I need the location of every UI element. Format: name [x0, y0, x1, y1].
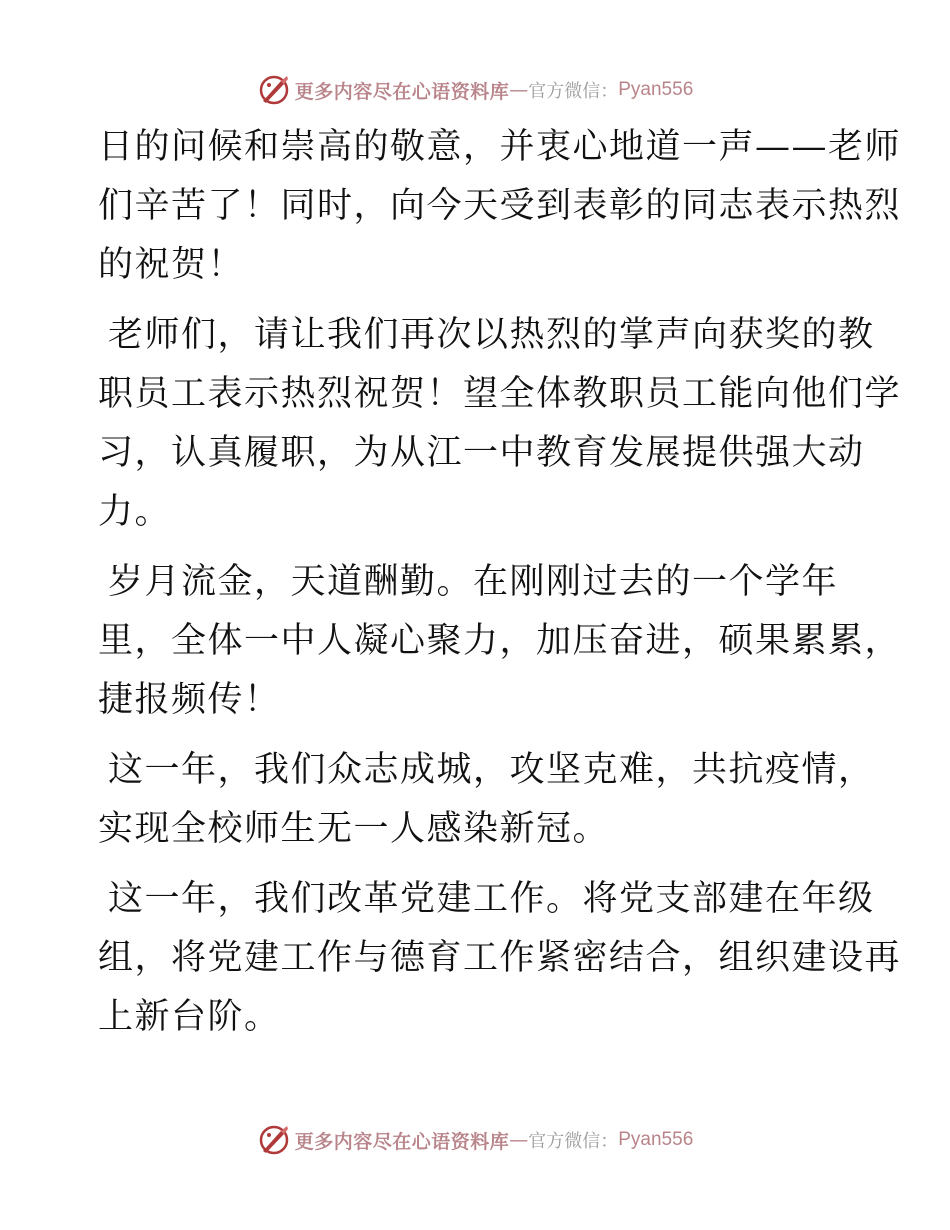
text-line: 这一年，我们改革党建工作。将党支部建在年级	[108, 879, 875, 919]
text-line: 岁月流金，天道酬勤。在刚刚过去的一个学年	[108, 562, 839, 602]
text-line: 实现全校师生无一人感染新冠。	[98, 809, 610, 849]
banner-site-text: 更多内容尽在心语资料库	[294, 1130, 510, 1153]
header-banner	[0, 70, 950, 110]
text-line: 职员工表示热烈祝贺！望全体教职员工能向他们学	[98, 374, 902, 414]
text-line: 捷报频传！	[98, 680, 281, 720]
quill-logo-icon	[257, 1123, 291, 1157]
banner-wechat-id: Pyan556	[618, 79, 694, 100]
banner-wechat-label: 官方微信：	[528, 1131, 619, 1152]
text-line: 日的问候和崇高的敬意，并衷心地道一声——老师	[98, 127, 902, 167]
banner-wechat-id: Pyan556	[618, 1129, 694, 1150]
text-line: 老师们，请让我们再次以热烈的掌声向获奖的教	[108, 315, 875, 355]
paragraph-4	[98, 741, 875, 859]
text-line: 习，认真履职，为从江一中教育发展提供强大动	[98, 433, 865, 473]
text-line: 上新台阶。	[98, 997, 281, 1037]
document-body	[98, 118, 902, 1058]
banner-site-text: 更多内容尽在心语资料库	[294, 80, 510, 103]
banner-wechat-label: 官方微信：	[528, 81, 619, 102]
paragraph-3	[98, 553, 902, 730]
text-line: 组，将党建工作与德育工作紧密结合，组织建设再	[98, 938, 902, 978]
banner-dash: —	[509, 79, 529, 101]
paragraph-5	[98, 870, 902, 1047]
banner-dash: —	[509, 1129, 529, 1151]
paragraph-1	[98, 118, 902, 295]
text-line: 们辛苦了！同时，向今天受到表彰的同志表示热烈	[98, 186, 902, 226]
text-line: 这一年，我们众志成城，攻坚克难，共抗疫情，	[108, 750, 875, 790]
text-line: 力。	[98, 492, 172, 532]
paragraph-2	[98, 306, 902, 542]
text-line: 里，全体一中人凝心聚力，加压奋进，硕果累累，	[98, 621, 902, 661]
text-line: 的祝贺！	[98, 245, 245, 285]
footer-banner	[0, 1120, 950, 1160]
quill-logo-icon	[257, 73, 291, 107]
